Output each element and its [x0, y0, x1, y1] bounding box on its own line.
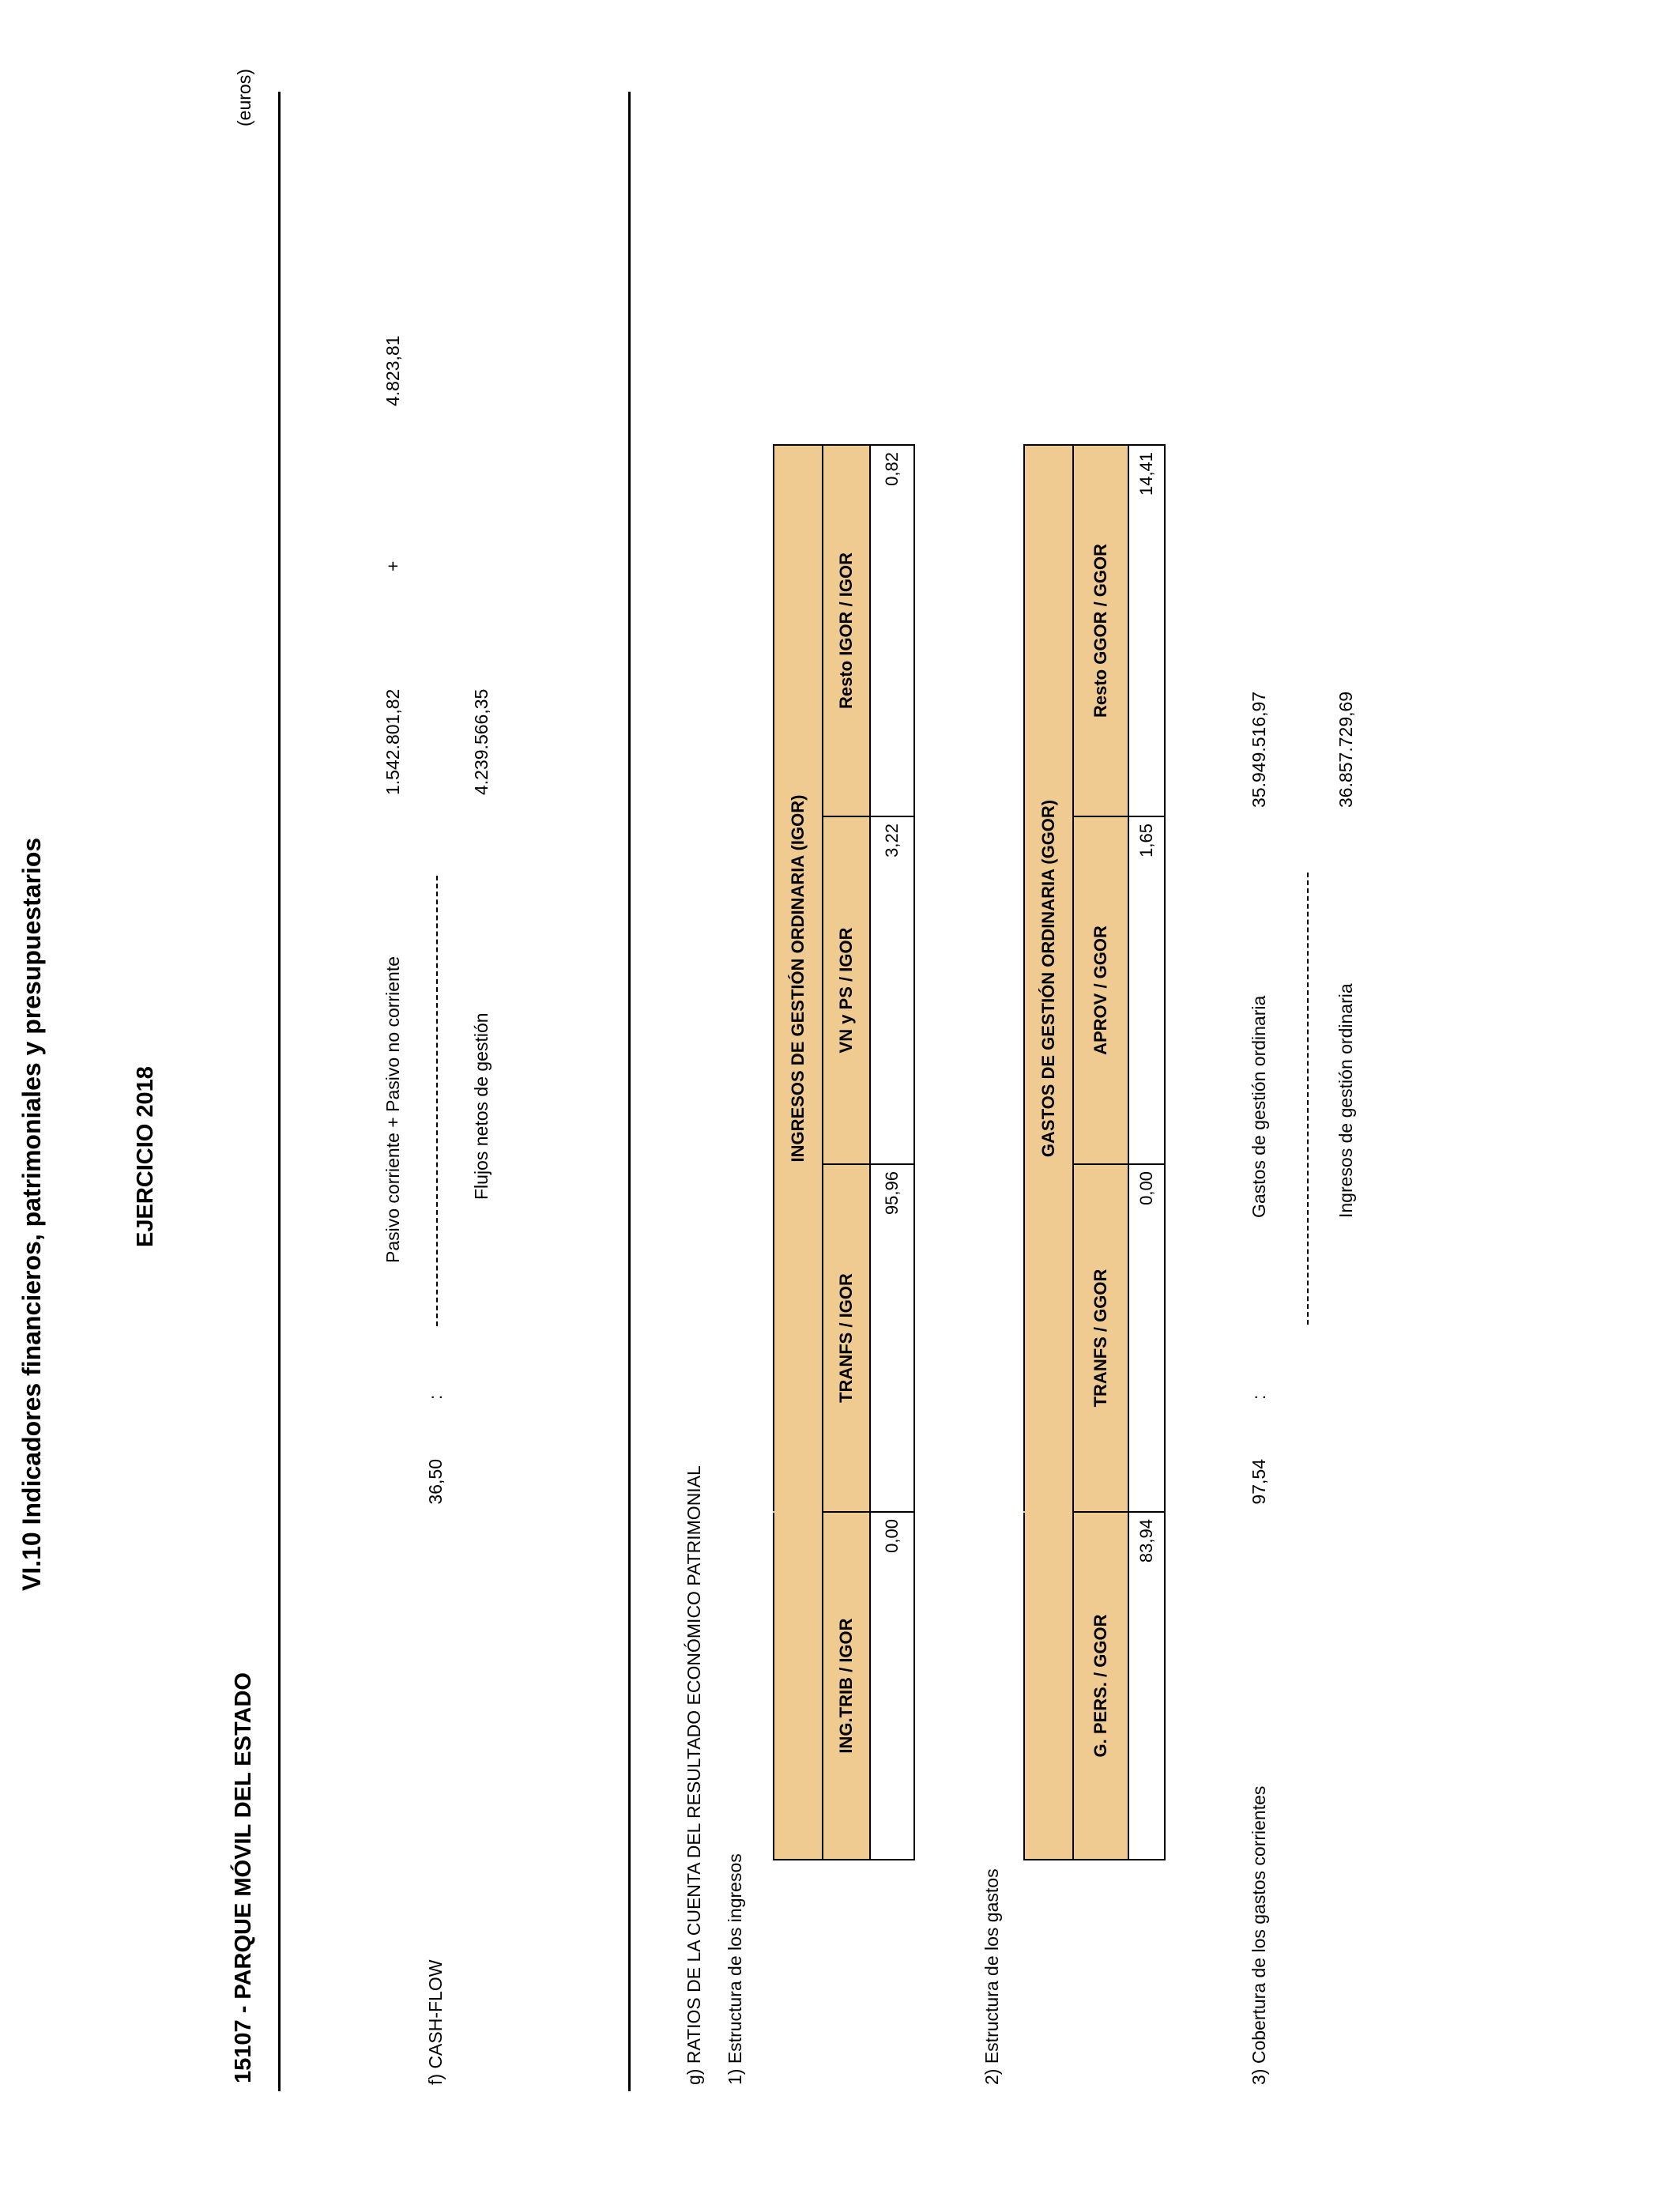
cashflow-numerator-value-2: 4.823,81 — [382, 335, 403, 406]
expense-header-spacer — [1024, 1512, 1073, 1860]
income-value-cell: 3,22 — [870, 816, 914, 1164]
expense-value-cell: 14,41 — [1128, 445, 1165, 816]
expense-value-cell: 1,65 — [1128, 816, 1165, 1164]
income-header-spacer — [774, 1512, 823, 1860]
expense-value-cell: 83,94 — [1128, 1512, 1165, 1860]
income-value-cell: 95,96 — [870, 1164, 914, 1512]
cashflow-colon: : — [425, 1394, 446, 1400]
coverage-denominator-label: Ingresos de gestión ordinaria — [1335, 983, 1356, 1218]
income-structure-label: 1) Estructura de los ingresos — [725, 1853, 745, 2085]
coverage-fraction-line — [1307, 873, 1309, 1325]
cashflow-numerator-value-1: 1.542.801,82 — [382, 688, 403, 795]
income-structure-table — [773, 444, 915, 1860]
expense-structure-table — [1023, 444, 1166, 1860]
income-col-header: Resto IGOR / IGOR — [823, 445, 870, 816]
income-col-header: VN y PS / IGOR — [823, 816, 870, 1164]
expense-group-header: GASTOS DE GESTIÓN ORDINARIA (GGOR) — [1024, 445, 1073, 1512]
income-group-header: INGRESOS DE GESTIÓN ORDINARIA (IGOR) — [774, 445, 823, 1512]
entity-title: 15107 - PARQUE MÓVIL DEL ESTADO — [231, 1672, 256, 2083]
coverage-value: 97,54 — [1249, 1459, 1269, 1505]
exercise-title: EJERCICIO 2018 — [133, 1066, 158, 1247]
cashflow-fraction-line — [436, 876, 438, 1326]
ratios-heading: g) RATIOS DE LA CUENTA DEL RESULTADO ECONÓMICO PATRIMONIAL — [684, 1465, 704, 2085]
income-value-cell: 0,00 — [870, 1512, 914, 1860]
coverage-denominator-value: 36.857.729,69 — [1335, 691, 1356, 808]
income-value-cell: 0,82 — [870, 445, 914, 816]
expense-col-header: APROV / GGOR — [1073, 816, 1128, 1164]
cashflow-label: f) CASH-FLOW — [425, 1959, 446, 2085]
expense-value-cell: 0,00 — [1128, 1164, 1165, 1512]
expense-col-header: TRANFS / GGOR — [1073, 1164, 1128, 1512]
expense-col-header: G. PERS. / GGOR — [1073, 1512, 1128, 1860]
middle-rule — [628, 92, 631, 2091]
income-col-header: TRANFS / IGOR — [823, 1164, 870, 1512]
cashflow-denominator-value: 4.239.566,35 — [471, 688, 492, 795]
cashflow-value: 36,50 — [425, 1459, 446, 1505]
top-rule — [278, 92, 281, 2091]
coverage-numerator-value: 35.949.516,97 — [1249, 691, 1269, 808]
income-col-header: ING.TRIB / IGOR — [823, 1512, 870, 1860]
coverage-label: 3) Cobertura de los gastos corrientes — [1249, 1785, 1269, 2085]
cashflow-plus: + — [382, 560, 403, 571]
expense-col-header: Resto GGOR / GGOR — [1073, 445, 1128, 816]
units-label: (euros) — [234, 69, 254, 126]
expense-structure-label: 2) Estructura de los gastos — [981, 1868, 1002, 2085]
coverage-colon: : — [1249, 1394, 1269, 1400]
cashflow-numerator-label: Pasivo corriente + Pasivo no corriente — [382, 956, 403, 1263]
coverage-numerator-label: Gastos de gestión ordinaria — [1249, 995, 1269, 1218]
cashflow-denominator-label: Flujos netos de gestión — [471, 1012, 492, 1200]
section-title: VI.10 Indicadores financieros, patrimoniales y presupuestarios — [17, 837, 46, 1591]
